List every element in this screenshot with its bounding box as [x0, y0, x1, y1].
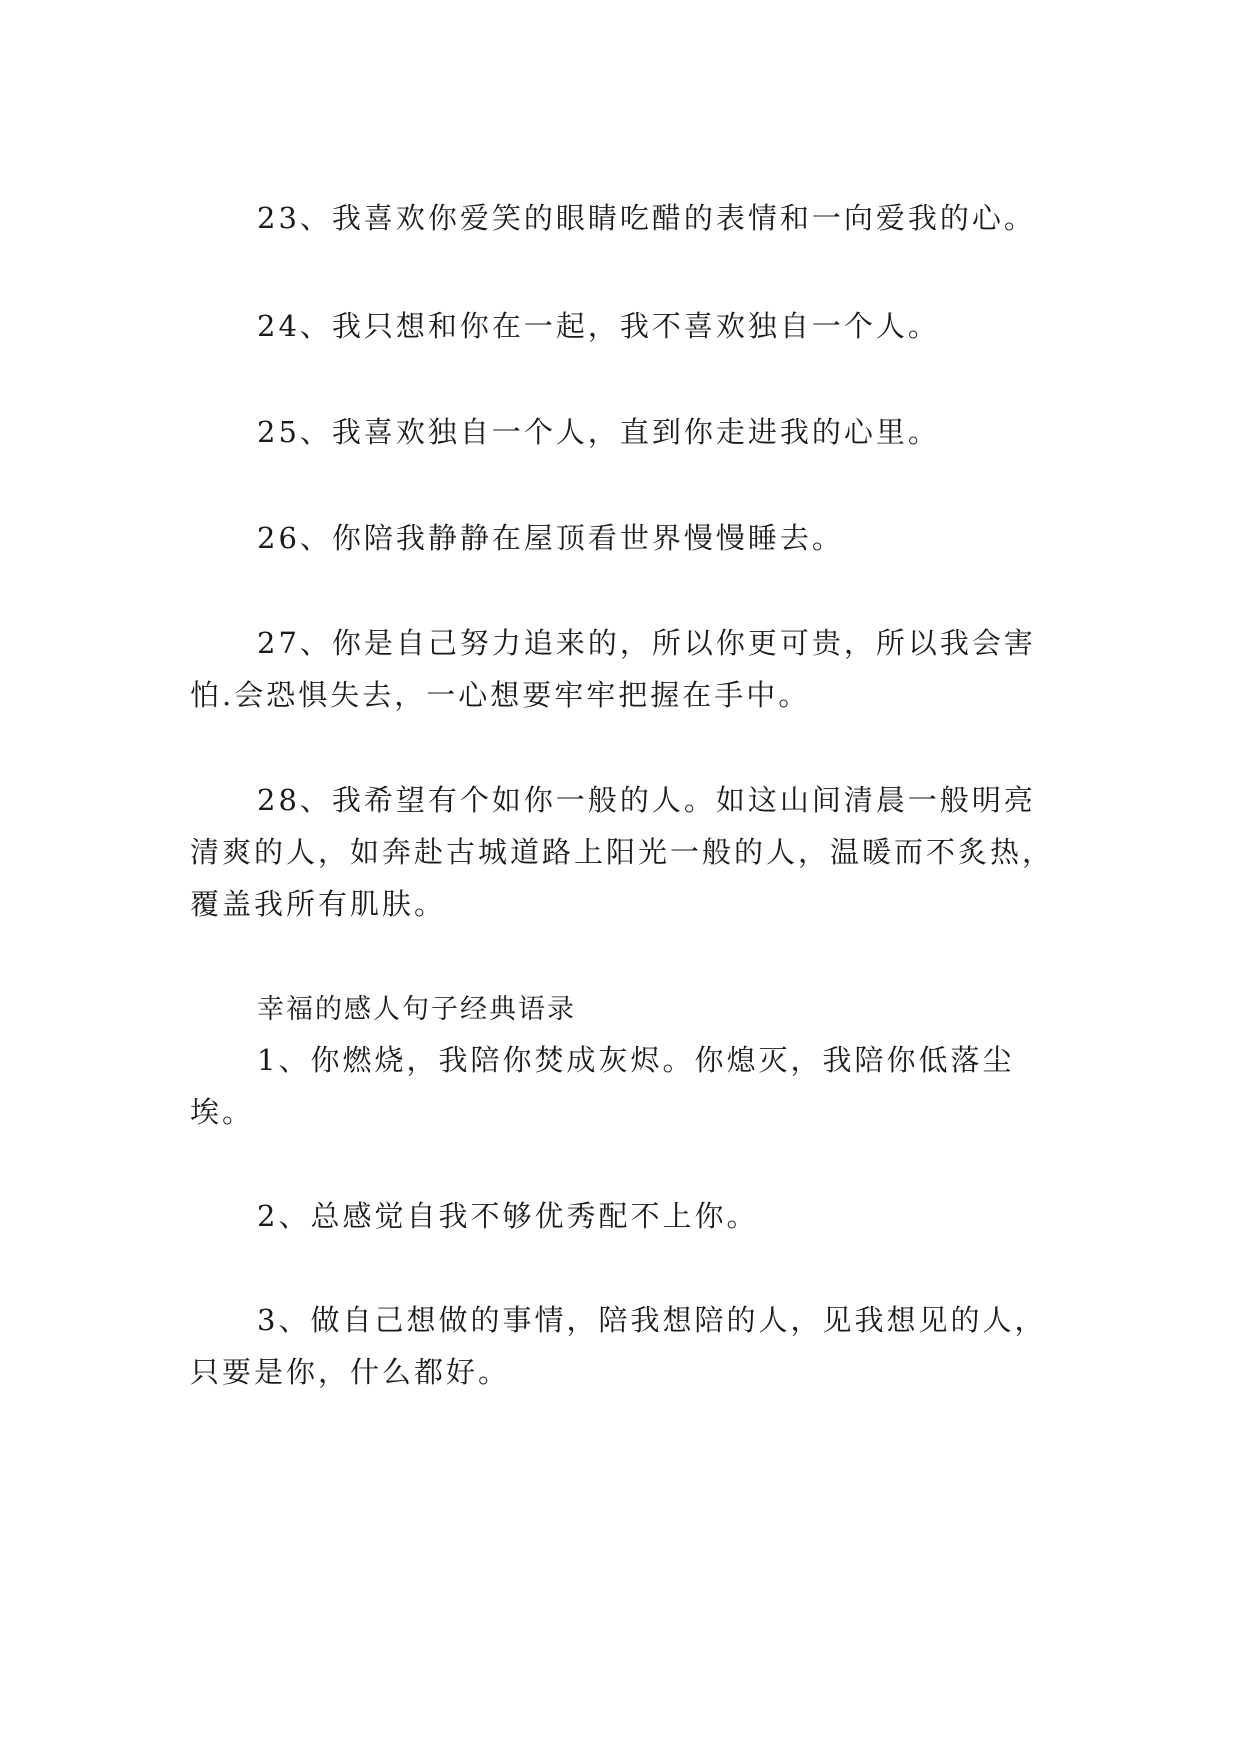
paragraph-24-line-1: 24、我只想和你在一起，我不喜欢独自一个人。 [257, 309, 940, 343]
section-paragraph-3-line-1: 3、做自己想做的事情，陪我想陪的人，见我想见的人， [257, 1303, 1047, 1337]
paragraph-28-line-2: 清爽的人，如奔赴古城道路上阳光一般的人，温暖而不炙热， [190, 835, 1055, 869]
paragraph-27-line-1: 27、你是自己努力追来的，所以你更可贵，所以我会害 [257, 626, 1036, 660]
section-paragraph-3-line-2: 只要是你，什么都好。 [190, 1355, 511, 1389]
paragraph-25-line-1: 25、我喜欢独自一个人，直到你走进我的心里。 [257, 415, 940, 449]
paragraph-28-line-1: 28、我希望有个如你一般的人。如这山间清晨一般明亮 [257, 783, 1036, 817]
paragraph-28-line-3: 覆盖我所有肌肤。 [190, 887, 447, 921]
paragraph-26-line-1: 26、你陪我静静在屋顶看世界慢慢睡去。 [257, 521, 844, 555]
section-paragraph-1-line-2: 埃。 [190, 1095, 255, 1129]
paragraph-27-line-2: 怕.会恐惧失去，一心想要牢牢把握在手中。 [190, 678, 811, 712]
section-paragraph-2-line-1: 2、总感觉自我不够优秀配不上你。 [257, 1199, 759, 1233]
section-heading: 幸福的感人句子经典语录 [257, 994, 576, 1025]
paragraph-23-line-1: 23、我喜欢你爱笑的眼睛吃醋的表情和一向爱我的心。 [257, 201, 1036, 235]
section-paragraph-1-line-1: 1、你燃烧，我陪你焚成灰烬。你熄灭，我陪你低落尘 [257, 1043, 1015, 1077]
